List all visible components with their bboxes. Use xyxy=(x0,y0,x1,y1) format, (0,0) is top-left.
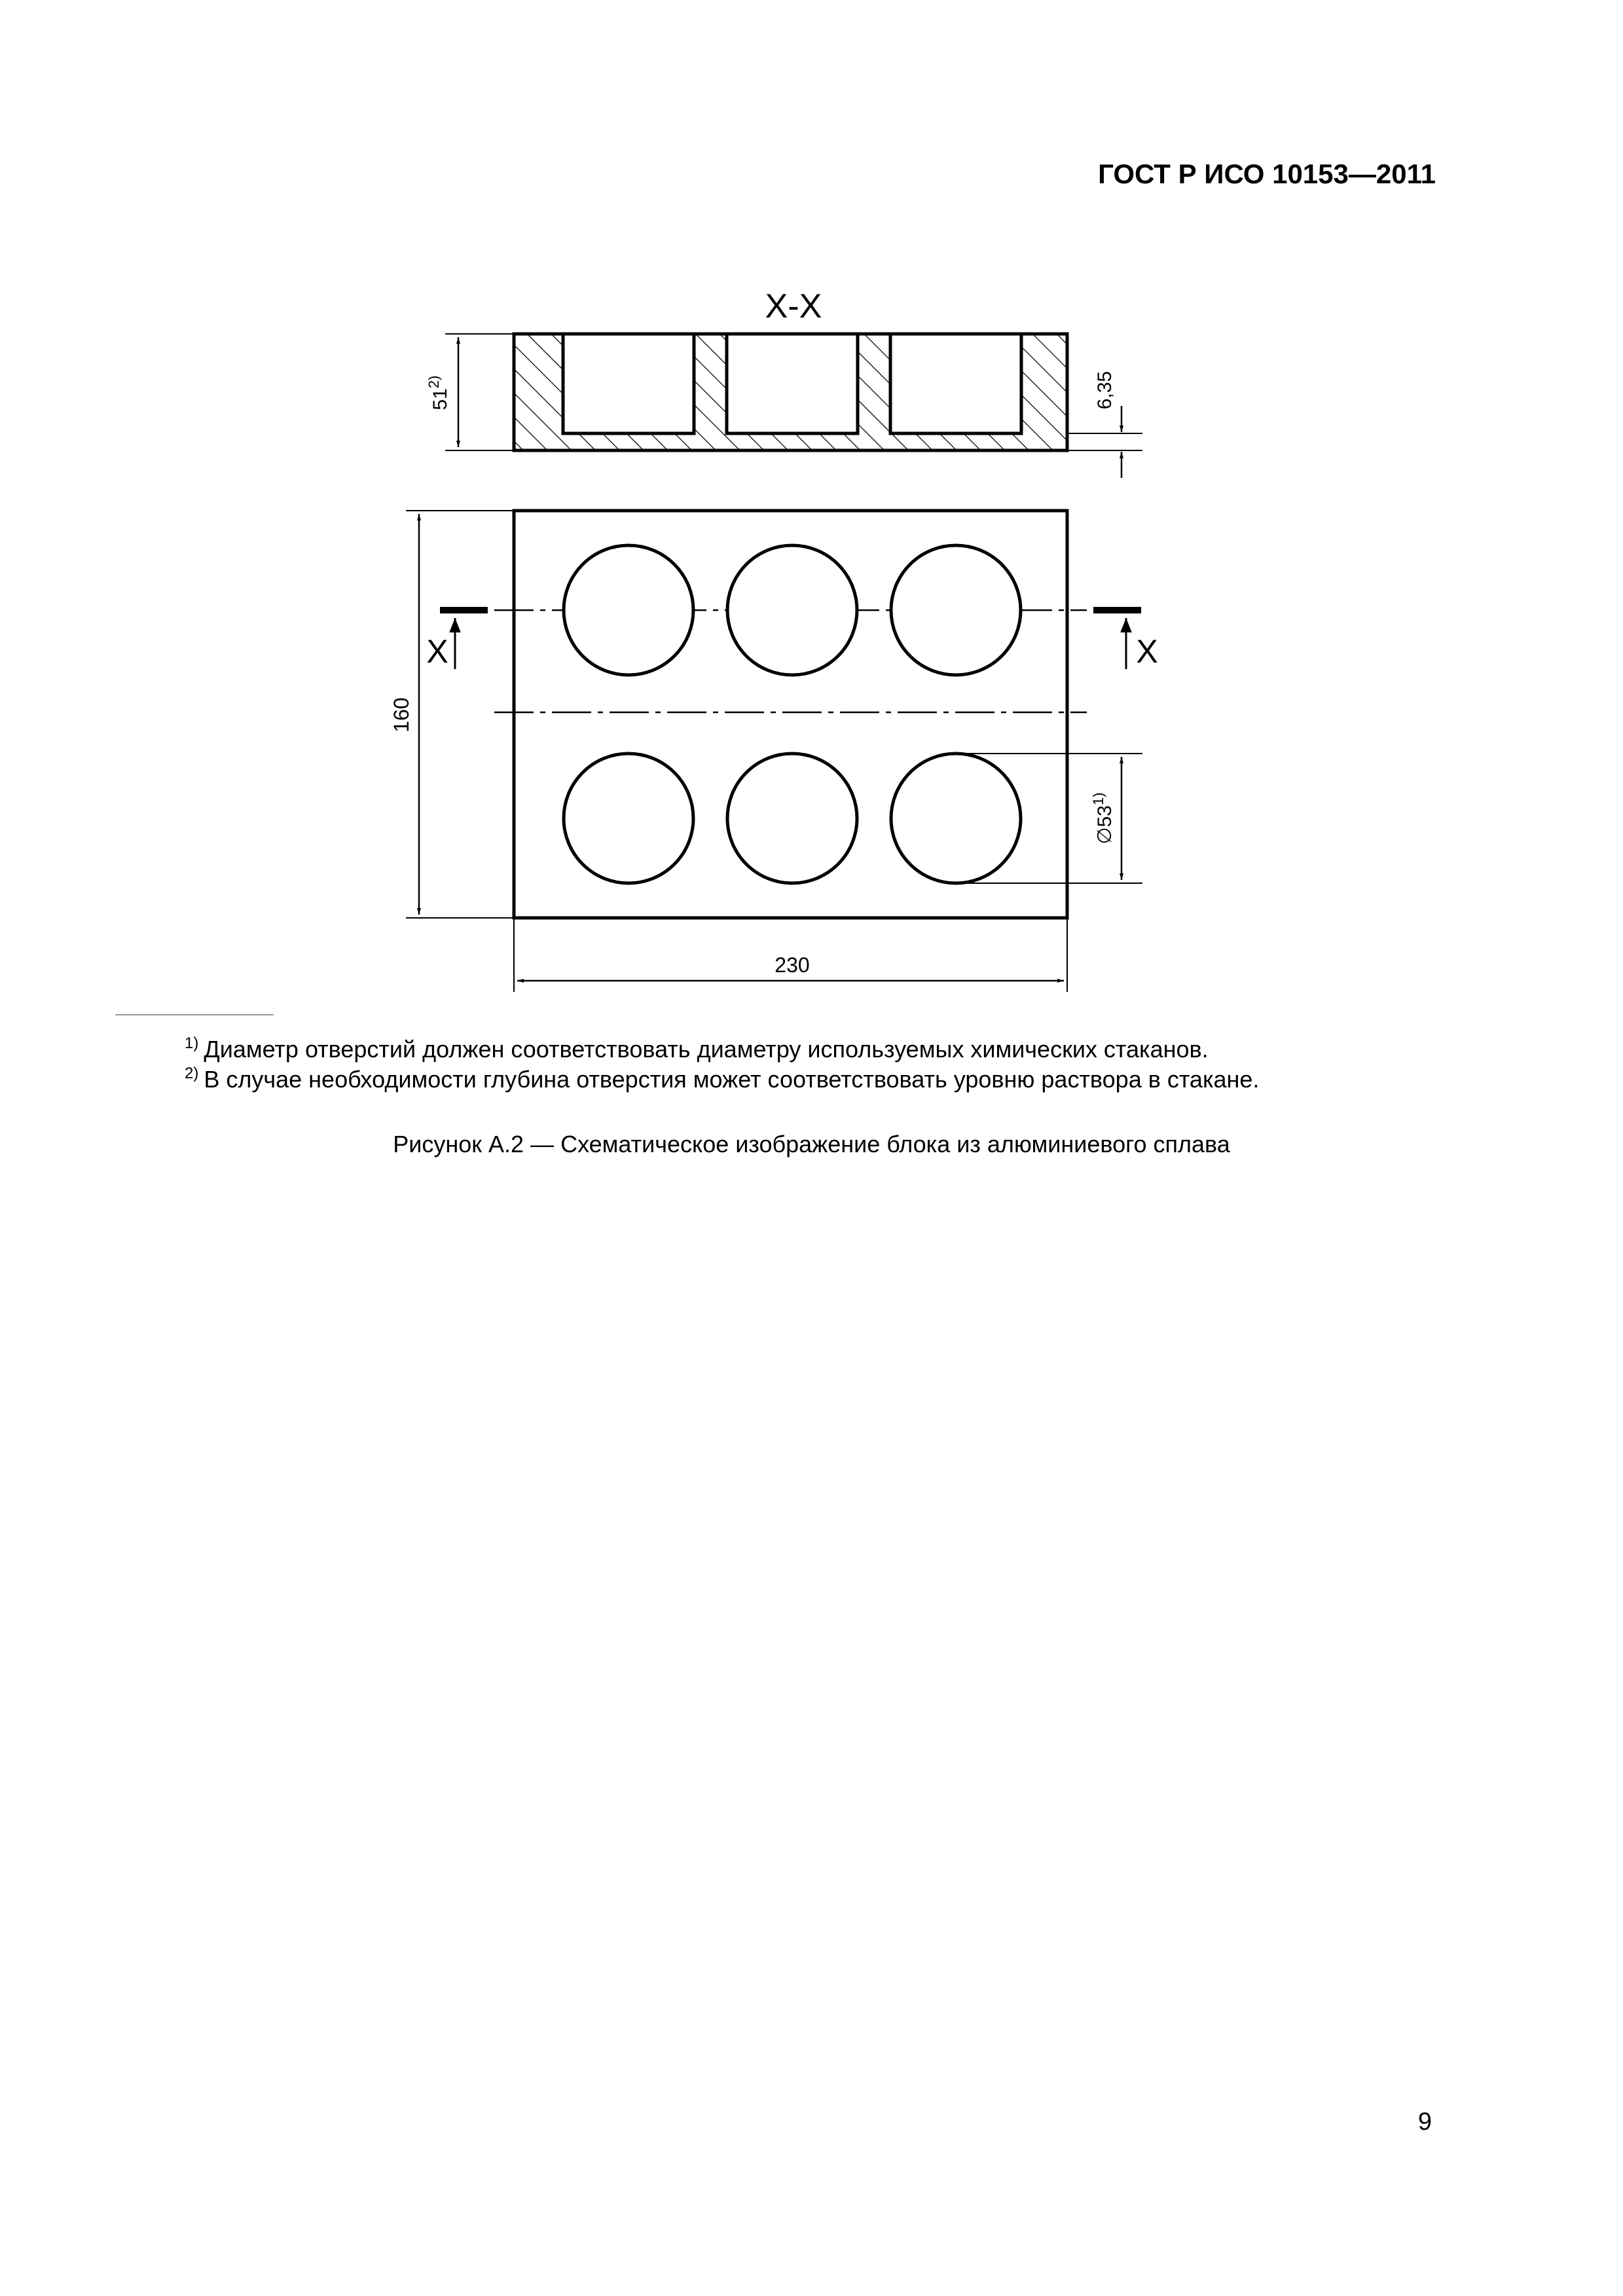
diameter-value: ∅53 xyxy=(1094,805,1116,845)
document-header: ГОСТ Р ИСО 10153—2011 xyxy=(1098,158,1436,189)
section-pocket-3 xyxy=(890,334,1021,433)
length-dimension xyxy=(514,918,1067,992)
height-value: 51 xyxy=(429,388,451,410)
svg-text:512) xyxy=(426,376,451,410)
figure-caption: Рисунок А.2 — Схематическое изображение блока из алюминиевого сплава xyxy=(393,1131,1230,1157)
width-dimension xyxy=(390,511,514,918)
section-pocket-2 xyxy=(727,334,858,433)
hole-1 xyxy=(564,545,693,675)
footnote-2-marker: 2) xyxy=(185,1065,199,1082)
technical-drawing xyxy=(0,0,1623,1021)
hole-4 xyxy=(564,754,693,883)
section-title: X-X xyxy=(765,287,822,325)
bottom-thickness-value: 6,35 xyxy=(1094,371,1116,410)
hole-2 xyxy=(727,545,857,675)
length-value: 230 xyxy=(775,953,810,977)
section-mark-right xyxy=(1093,610,1158,670)
footnote-separator xyxy=(115,1014,274,1015)
page-number: 9 xyxy=(1417,2108,1432,2136)
footnote-2 xyxy=(185,1066,1259,1093)
width-value: 160 xyxy=(390,697,413,733)
hole-5 xyxy=(727,754,857,883)
section-view xyxy=(514,334,1067,450)
svg-text:∅531) xyxy=(1090,792,1116,844)
bottom-thickness-dimension xyxy=(1067,371,1142,478)
section-mark-left-label: X xyxy=(426,633,448,670)
section-mark-right-label: X xyxy=(1136,633,1158,670)
height-note: 2) xyxy=(426,375,442,389)
footnote-1-text: Диаметр отверстий должен соответствовать диаметру используемых химических стаканов. xyxy=(204,1036,1209,1063)
diameter-note: 1) xyxy=(1090,792,1106,806)
hole-6 xyxy=(891,754,1021,883)
plan-view xyxy=(494,511,1087,918)
footnote-1 xyxy=(185,1036,1209,1063)
section-pocket-1 xyxy=(563,334,694,433)
section-mark-left xyxy=(426,610,488,670)
footnote-1-marker: 1) xyxy=(185,1034,199,1052)
hole-3 xyxy=(891,545,1021,675)
height-dimension xyxy=(426,334,514,450)
footnote-2-text: В случае необходимости глубина отверстия может соответствовать уровню раствора в стакане. xyxy=(204,1066,1260,1093)
